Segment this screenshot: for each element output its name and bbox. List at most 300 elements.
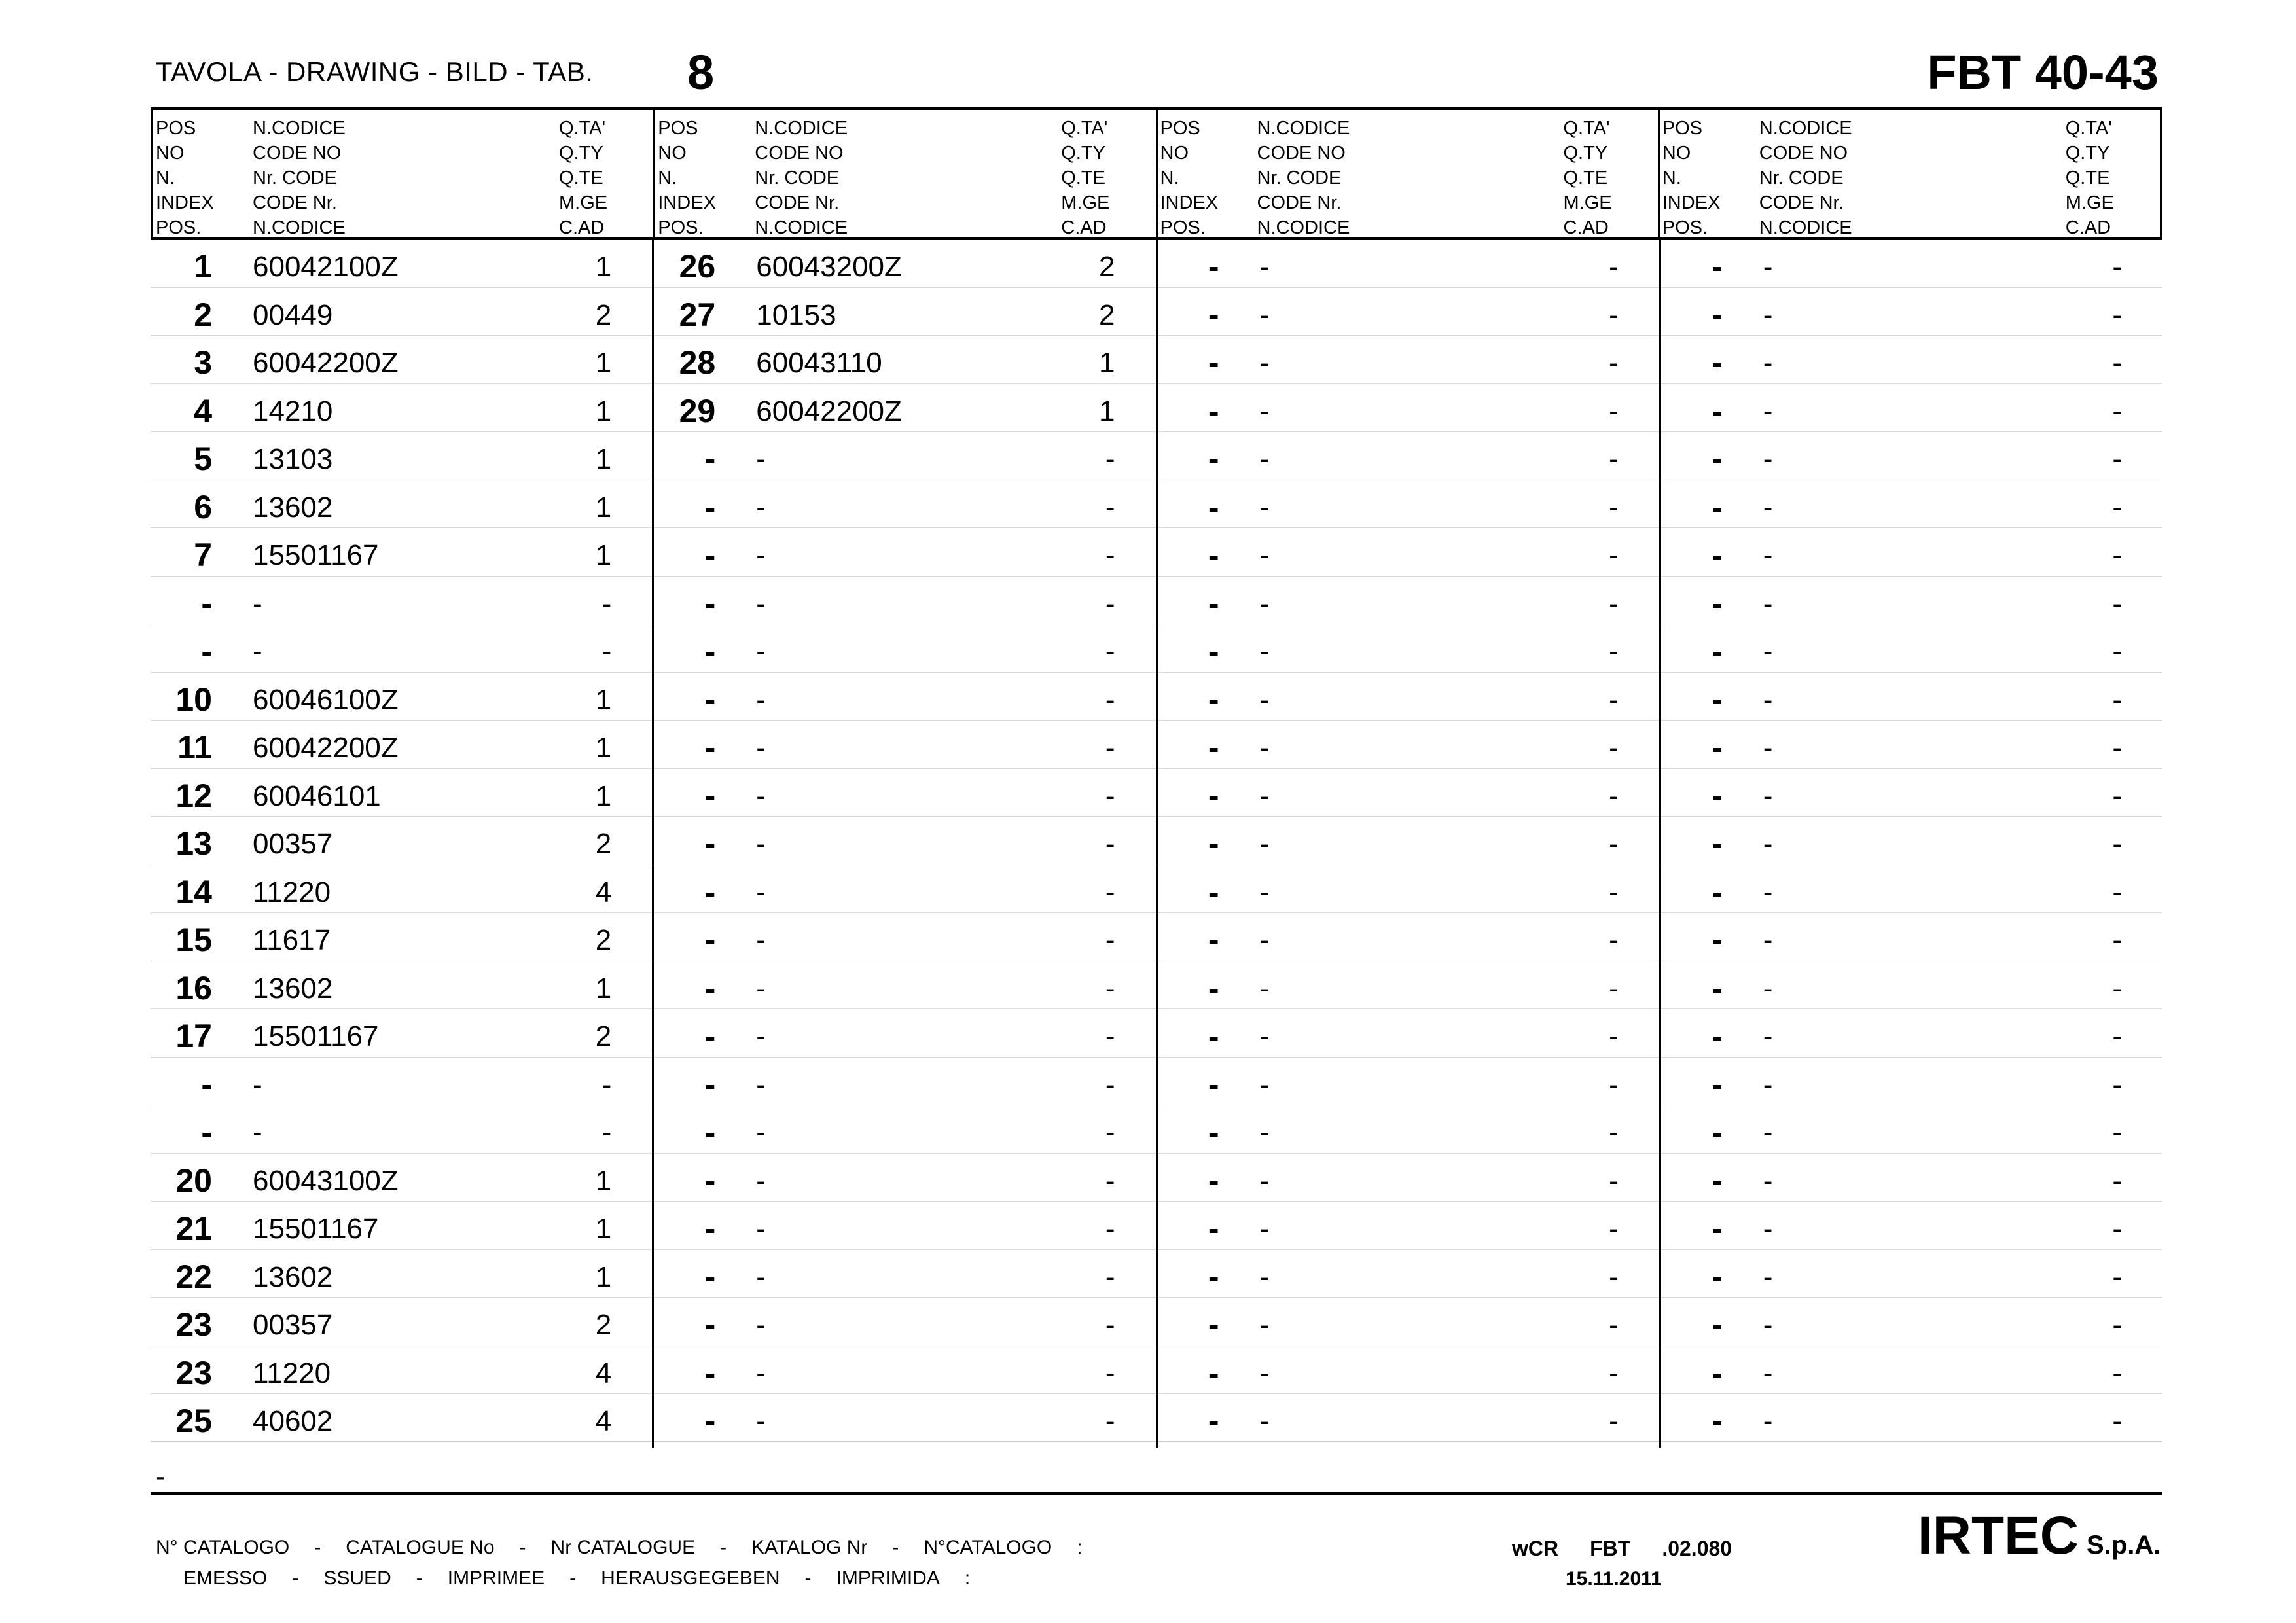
quantity-cell: -: [1105, 539, 1115, 571]
quantity-cell: -: [601, 1116, 612, 1149]
header-qty: Q.TA' Q.TY Q.TE M.GE C.AD: [2065, 118, 2114, 238]
code-cell: -: [1259, 395, 1270, 427]
position-cell: -: [1208, 537, 1219, 573]
table-row: [1661, 1298, 2162, 1346]
quantity-cell: 1: [595, 1164, 612, 1197]
quantity-cell: -: [1105, 1357, 1115, 1389]
code-cell: -: [756, 635, 766, 668]
code-cell: -: [1259, 1164, 1270, 1197]
code-cell: -: [756, 732, 766, 764]
position-cell: -: [1208, 729, 1219, 766]
code-cell: -: [1259, 1068, 1270, 1101]
quantity-cell: 1: [595, 491, 612, 524]
quantity-cell: 2: [1099, 298, 1115, 331]
table-row: [1661, 673, 2162, 721]
code-cell: -: [253, 587, 262, 620]
position-cell: 17: [175, 1018, 212, 1054]
issued-label: HERAUSGEGEBEN: [601, 1567, 780, 1589]
issued-label: IMPRIMIDA: [836, 1567, 940, 1589]
table-row: [1661, 1009, 2162, 1058]
position-cell: -: [704, 1210, 716, 1247]
issued-label: -: [569, 1567, 577, 1589]
table-row: [1158, 1394, 1659, 1442]
table-row: [1661, 961, 2162, 1010]
position-cell: -: [1712, 825, 1723, 862]
code-cell: -: [1763, 635, 1773, 668]
quantity-cell: -: [1609, 1116, 1619, 1149]
header-pos: POS NO N. INDEX POS.: [156, 118, 214, 238]
position-cell: -: [704, 537, 716, 573]
code-cell: -: [1259, 1357, 1270, 1389]
code-cell: 13602: [253, 972, 333, 1005]
table-row: [151, 961, 652, 1010]
code-cell: -: [1259, 491, 1270, 524]
table-row: [654, 432, 1155, 480]
code-cell: -: [756, 779, 766, 812]
code-cell: 15501167: [253, 1213, 379, 1245]
quantity-cell: 1: [595, 539, 612, 571]
quantity-cell: -: [1609, 924, 1619, 956]
table-row: [1158, 769, 1659, 817]
code-cell: -: [1259, 347, 1270, 379]
table-row: [654, 288, 1155, 336]
code-cell: -: [1763, 443, 1773, 475]
code-cell: -: [756, 1068, 766, 1101]
quantity-cell: -: [2112, 395, 2122, 427]
table-row: [1158, 817, 1659, 865]
code-cell: 11220: [253, 876, 331, 908]
code-cell: -: [1763, 491, 1773, 524]
quantity-cell: -: [1609, 1068, 1619, 1101]
code-cell: -: [1763, 1116, 1773, 1149]
code-cell: -: [756, 587, 766, 620]
quantity-cell: 2: [595, 298, 612, 331]
table-row: [1661, 336, 2162, 384]
table-row: [1158, 240, 1659, 288]
quantity-cell: -: [2112, 1309, 2122, 1341]
quantity-cell: -: [1609, 732, 1619, 764]
issued-label: EMESSO: [183, 1567, 268, 1589]
quantity-cell: -: [1105, 1068, 1115, 1101]
code-cell: -: [756, 443, 766, 475]
table-row: [151, 1202, 652, 1250]
position-cell: -: [1208, 392, 1219, 429]
table-row: [1661, 1202, 2162, 1250]
catalogue-label: -: [314, 1537, 321, 1558]
position-cell: -: [1712, 633, 1723, 669]
quantity-cell: -: [601, 587, 612, 620]
table-row: [654, 913, 1155, 961]
table-row: [1158, 673, 1659, 721]
quantity-cell: 2: [1099, 251, 1115, 283]
catalogue-label: :: [1077, 1537, 1083, 1558]
position-cell: 13: [175, 825, 212, 862]
position-cell: -: [201, 633, 212, 669]
issued-label: -: [804, 1567, 812, 1589]
table-row: [151, 240, 652, 288]
table-row: [1158, 1009, 1659, 1058]
catalogue-label: -: [519, 1537, 526, 1558]
quantity-cell: -: [1105, 1020, 1115, 1052]
position-cell: -: [1712, 1210, 1723, 1247]
position-cell: 10: [175, 681, 212, 718]
position-cell: -: [1208, 1162, 1219, 1199]
code-cell: 60042200Z: [253, 347, 399, 379]
code-cell: -: [1259, 298, 1270, 331]
table-row: [1661, 865, 2162, 914]
quantity-cell: 1: [595, 251, 612, 283]
code-cell: -: [756, 1116, 766, 1149]
table-row: [1158, 961, 1659, 1010]
table-row: [1158, 288, 1659, 336]
quantity-cell: -: [1609, 298, 1619, 331]
code-cell: -: [1259, 972, 1270, 1005]
code-cell: -: [1763, 587, 1773, 620]
table-row: [1158, 1298, 1659, 1346]
code-cell: -: [1763, 924, 1773, 956]
table-row: [151, 624, 652, 673]
table-row: [1661, 817, 2162, 865]
model-name: FBT 40-43: [1927, 45, 2159, 99]
position-cell: -: [1712, 1402, 1723, 1439]
quantity-cell: -: [1105, 635, 1115, 668]
quantity-cell: -: [1105, 732, 1115, 764]
position-cell: 22: [175, 1258, 212, 1295]
quantity-cell: 1: [595, 972, 612, 1005]
table-row: [654, 721, 1155, 769]
table-row: [1158, 480, 1659, 529]
position-cell: -: [1208, 1065, 1219, 1103]
position-cell: 4: [194, 392, 212, 429]
quantity-cell: -: [2112, 587, 2122, 620]
quantity-cell: -: [601, 635, 612, 668]
quantity-cell: -: [1609, 1357, 1619, 1389]
table-block-2: [654, 240, 1157, 1448]
table-row: [1158, 1058, 1659, 1106]
quantity-cell: -: [1609, 491, 1619, 524]
code-cell: -: [1763, 1357, 1773, 1389]
table-row: [1158, 384, 1659, 433]
quantity-cell: 1: [1099, 395, 1115, 427]
quantity-cell: -: [1105, 972, 1115, 1005]
table-row: [1158, 1250, 1659, 1298]
quantity-cell: 1: [595, 683, 612, 716]
code-cell: 10153: [756, 298, 836, 331]
quantity-cell: -: [2112, 1116, 2122, 1149]
quantity-cell: 1: [595, 1213, 612, 1245]
position-cell: 29: [679, 392, 716, 429]
code-cell: -: [1763, 732, 1773, 764]
table-row: [151, 384, 652, 433]
code-cell: 11220: [253, 1357, 331, 1389]
drawing-title: TAVOLA - DRAWING - BILD - TAB.: [156, 56, 594, 87]
code-cell: 13602: [253, 491, 333, 524]
position-cell: -: [1712, 1258, 1723, 1295]
position-cell: -: [1208, 1114, 1219, 1150]
table-row: [654, 865, 1155, 914]
position-cell: 28: [679, 344, 716, 381]
code-cell: -: [756, 1309, 766, 1341]
position-cell: -: [1712, 248, 1723, 285]
position-cell: -: [1712, 344, 1723, 381]
position-cell: -: [1712, 729, 1723, 766]
table-row: [151, 769, 652, 817]
position-cell: -: [1712, 1065, 1723, 1103]
position-cell: -: [704, 969, 716, 1007]
issued-label: :: [964, 1567, 971, 1589]
code-cell: -: [253, 635, 262, 668]
position-cell: -: [1208, 1354, 1219, 1391]
quantity-cell: -: [1609, 443, 1619, 475]
code-cell: -: [1259, 1405, 1270, 1437]
quantity-cell: -: [1609, 972, 1619, 1005]
quantity-cell: -: [2112, 251, 2122, 283]
table-header: [151, 107, 2162, 240]
table-row: [654, 1058, 1155, 1106]
table-row: [151, 577, 652, 625]
position-cell: 6: [194, 488, 212, 526]
quantity-cell: 1: [595, 395, 612, 427]
table-row: [151, 1250, 652, 1298]
company-suffix: S.p.A.: [2087, 1531, 2161, 1560]
quantity-cell: -: [1609, 1405, 1619, 1437]
position-cell: -: [1712, 1306, 1723, 1343]
code-cell: 60046100Z: [253, 683, 399, 716]
code-cell: -: [1763, 779, 1773, 812]
position-cell: 7: [194, 537, 212, 573]
position-cell: -: [704, 729, 716, 766]
table-row: [151, 1009, 652, 1058]
table-row: [1661, 1154, 2162, 1202]
table-row: [151, 432, 652, 480]
quantity-cell: -: [2112, 1164, 2122, 1197]
code-cell: -: [1763, 683, 1773, 716]
table-row: [654, 961, 1155, 1010]
header-code: N.CODICE CODE NO Nr. CODE CODE Nr. N.CODICE: [253, 118, 346, 238]
position-cell: 2: [194, 296, 212, 333]
quantity-cell: -: [2112, 828, 2122, 860]
quantity-cell: -: [1609, 1309, 1619, 1341]
code-cell: -: [1763, 1260, 1773, 1293]
position-cell: -: [1208, 296, 1219, 333]
code-cell: -: [1763, 347, 1773, 379]
position-cell: -: [1208, 344, 1219, 381]
code-cell: -: [1763, 1068, 1773, 1101]
quantity-cell: -: [1105, 1309, 1115, 1341]
table-row: [151, 1105, 652, 1154]
header-block-1: [153, 110, 655, 237]
code-cell: 60042200Z: [756, 395, 902, 427]
quantity-cell: 2: [595, 1309, 612, 1341]
position-cell: -: [1208, 1402, 1219, 1439]
position-cell: -: [1712, 921, 1723, 958]
table-row: [151, 673, 652, 721]
position-cell: 1: [194, 248, 212, 285]
table-row: [654, 817, 1155, 865]
code-cell: -: [756, 491, 766, 524]
code-cell: -: [1259, 1213, 1270, 1245]
code-cell: -: [1763, 1020, 1773, 1052]
code-cell: 60043100Z: [253, 1164, 399, 1197]
quantity-cell: -: [2112, 298, 2122, 331]
table-row: [151, 1394, 652, 1442]
code-cell: -: [756, 1164, 766, 1197]
issue-date: 15.11.2011: [1566, 1568, 1662, 1590]
position-cell: 27: [679, 296, 716, 333]
header-block-4: [1660, 110, 2160, 237]
table-row: [654, 1009, 1155, 1058]
table-row: [1158, 1154, 1659, 1202]
table-row: [1158, 1202, 1659, 1250]
position-cell: 23: [175, 1306, 212, 1343]
position-cell: 26: [679, 248, 716, 285]
header-pos: POS NO N. INDEX POS.: [1160, 118, 1219, 238]
table-row: [1158, 913, 1659, 961]
quantity-cell: -: [1105, 491, 1115, 524]
quantity-cell: -: [1105, 683, 1115, 716]
quantity-cell: -: [2112, 1357, 2122, 1389]
header-qty: Q.TA' Q.TY Q.TE M.GE C.AD: [559, 118, 608, 238]
position-cell: -: [704, 1065, 716, 1103]
code-cell: 14210: [253, 395, 333, 427]
code-cell: -: [253, 1116, 262, 1149]
position-cell: -: [1208, 681, 1219, 718]
code-cell: 00357: [253, 828, 333, 860]
table-row: [1661, 384, 2162, 433]
header-qty: Q.TA' Q.TY Q.TE M.GE C.AD: [1061, 118, 1110, 238]
quantity-cell: -: [1105, 587, 1115, 620]
code-cell: 60046101: [253, 779, 381, 812]
table-row: [1661, 1346, 2162, 1395]
header-code: N.CODICE CODE NO Nr. CODE CODE Nr. N.CODICE: [1257, 118, 1350, 238]
quantity-cell: -: [1609, 251, 1619, 283]
position-cell: -: [1712, 1114, 1723, 1150]
quantity-cell: -: [2112, 635, 2122, 668]
quantity-cell: -: [2112, 876, 2122, 908]
catalogue-label: N°CATALOGO: [924, 1537, 1052, 1558]
position-cell: -: [1712, 1018, 1723, 1054]
table-block-3: [1158, 240, 1661, 1448]
footer-divider: [151, 1492, 2162, 1495]
code-cell: 60042200Z: [253, 732, 399, 764]
quantity-cell: -: [2112, 443, 2122, 475]
position-cell: -: [1208, 248, 1219, 285]
table-row: [151, 913, 652, 961]
quantity-cell: -: [1609, 635, 1619, 668]
code-cell: -: [1763, 251, 1773, 283]
quantity-cell: -: [1105, 876, 1115, 908]
code-cell: -: [1259, 443, 1270, 475]
table-row: [151, 817, 652, 865]
position-cell: -: [1208, 777, 1219, 814]
position-cell: -: [704, 1018, 716, 1054]
quantity-cell: -: [1105, 1260, 1115, 1293]
catalogue-code: [1512, 1537, 1763, 1561]
quantity-cell: -: [1105, 1213, 1115, 1245]
table-row: [1661, 528, 2162, 577]
position-cell: -: [1208, 633, 1219, 669]
position-cell: -: [201, 1065, 212, 1103]
quantity-cell: -: [1105, 924, 1115, 956]
table-row: [1158, 432, 1659, 480]
position-cell: -: [704, 777, 716, 814]
quantity-cell: -: [2112, 683, 2122, 716]
header-code: N.CODICE CODE NO Nr. CODE CODE Nr. N.CODICE: [1759, 118, 1852, 238]
position-cell: 3: [194, 344, 212, 381]
table-row: [654, 624, 1155, 673]
table-row: [1158, 336, 1659, 384]
position-cell: -: [1208, 1210, 1219, 1247]
quantity-cell: -: [2112, 539, 2122, 571]
code-cell: -: [1763, 1164, 1773, 1197]
table-row: [1158, 528, 1659, 577]
issued-label: SSUED: [323, 1567, 391, 1589]
table-row: [654, 240, 1155, 288]
header-qty: Q.TA' Q.TY Q.TE M.GE C.AD: [1563, 118, 1612, 238]
code-cell: -: [1763, 539, 1773, 571]
quantity-cell: -: [1609, 1260, 1619, 1293]
position-cell: -: [1712, 296, 1723, 333]
code-cell: -: [756, 972, 766, 1005]
quantity-cell: 2: [595, 924, 612, 956]
quantity-cell: -: [1105, 779, 1115, 812]
code-cell: 60043110: [756, 347, 882, 379]
quantity-cell: 4: [595, 1405, 612, 1437]
table-row: [1661, 288, 2162, 336]
note: -: [156, 1461, 165, 1491]
position-cell: -: [704, 825, 716, 862]
quantity-cell: 4: [595, 876, 612, 908]
code-cell: -: [1763, 298, 1773, 331]
catalogue-label: Nr CATALOGUE: [550, 1537, 696, 1558]
quantity-cell: -: [1609, 828, 1619, 860]
code-cell: -: [1259, 876, 1270, 908]
code-cell: -: [1259, 683, 1270, 716]
position-cell: -: [1712, 969, 1723, 1007]
quantity-cell: -: [2112, 972, 2122, 1005]
code-cell: -: [756, 828, 766, 860]
code-cell: 11617: [253, 924, 331, 956]
table-row: [1661, 1105, 2162, 1154]
position-cell: -: [704, 681, 716, 718]
table-row: [654, 1298, 1155, 1346]
position-cell: -: [704, 488, 716, 526]
position-cell: -: [1208, 1258, 1219, 1295]
position-cell: -: [1712, 681, 1723, 718]
quantity-cell: -: [2112, 491, 2122, 524]
quantity-cell: -: [2112, 1068, 2122, 1101]
quantity-cell: 1: [595, 443, 612, 475]
position-cell: -: [1712, 440, 1723, 477]
quantity-cell: -: [1609, 1020, 1619, 1052]
table-row: [1661, 624, 2162, 673]
position-cell: 14: [175, 873, 212, 910]
quantity-cell: -: [1609, 1213, 1619, 1245]
code-cell: -: [1259, 732, 1270, 764]
table-number: 8: [687, 45, 715, 99]
position-cell: -: [704, 873, 716, 910]
issued-label: -: [292, 1567, 299, 1589]
table-row: [1661, 769, 2162, 817]
table-row: [1661, 240, 2162, 288]
position-cell: -: [704, 1258, 716, 1295]
table-row: [1661, 1394, 2162, 1442]
table-row: [654, 528, 1155, 577]
code-cell: -: [1259, 779, 1270, 812]
code-cell: -: [756, 1357, 766, 1389]
table-row: [1661, 480, 2162, 529]
code-cell: -: [1763, 395, 1773, 427]
